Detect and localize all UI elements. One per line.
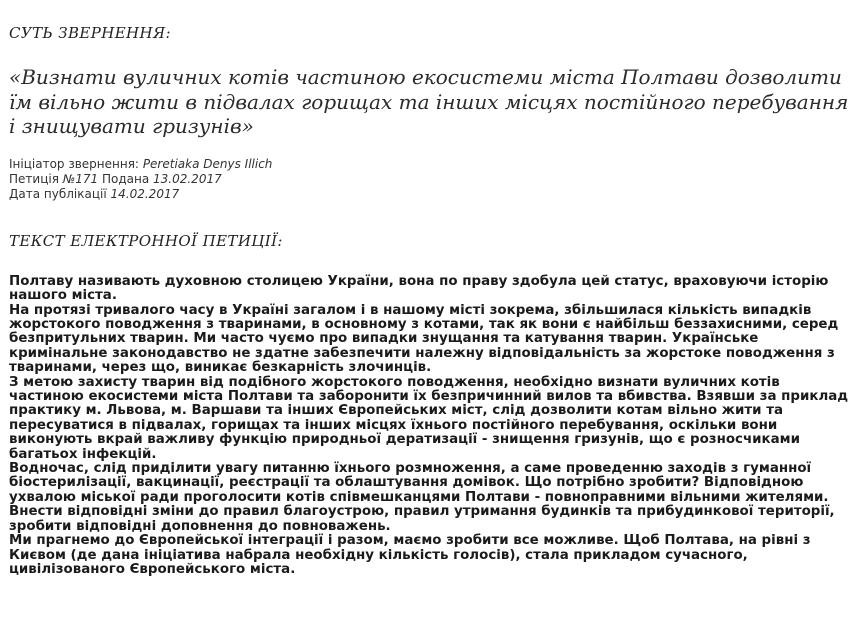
petition-paragraph-5: Ми прагнемо до Європейської інтеграції і разом, маємо зробити все можливе. Щоб Полтава, на рівні з Києвом (де дана ініціатива набрала необхідну кількість голосів), стала прикладом сучасного, цивілізованого Європейського міста. [9,533,811,577]
initiator-label: Ініціатор звернення: [9,156,139,171]
submitted-label: Подана [101,171,150,186]
petition-number-line [9,172,857,187]
petition-meta [9,157,857,202]
initiator-name: Peretiaka Denys Illich [142,156,273,171]
petition-text-heading: ТЕКСТ ЕЛЕКТРОННОЇ ПЕТИЦІЇ: [9,231,283,250]
petition-paragraph-3: З метою захисту тварин від подібного жорстокого поводження, необхідно визнати вуличних котів частиною екосистеми міста Полтави та заборонити їх безпричинний вилов та вбивства. Взявши за приклад практику м. Львова, м. Варшави та інших Європейських міст, слід дозволити котам вільно жити та пересуватися в підвалах, горищах та інших місцях їхнього постійного перебування, оскільки вони виконують вкрай важливу функцію природньої дератизації - знищення гризунів, що є розносчиками багатьох інфекцій. [9,374,849,462]
petition-number: №171 [62,171,99,186]
petition-paragraph-2: На протязі тривалого часу в Україні загалом і в нашому місті зокрема, збільшилася кількість випадків жорстокого поводження з тваринами, в основному з котами, так як вони є найбільш беззахисними, серед безпритульних тварин. Ми часто чуємо про випадки знущання та катування тварин. Українське кримінальне законодавство не здатне забезпечити належну відповідальність за жорстоке поводження з тваринами, через що, виникає безкарність злочинців. [9,302,839,376]
petition-title: «Визнати вуличних котів частиною екосистеми міста Полтави дозволити їм вільно жити в підвалах горищах та інших місцях постійного перебування і знищувати гризунів» [9,65,849,139]
initiator-line [9,157,857,172]
publication-date-line [9,187,857,202]
submitted-date: 13.02.2017 [153,171,222,186]
petition-body [9,275,857,578]
petition-paragraph-1: Полтаву називають духовною столицею України, вона по праву здобула цей статус, враховуючи історію нашого міста. [9,273,829,304]
published-date: 14.02.2017 [110,186,180,201]
published-label: Дата публікації [9,186,107,201]
subject-heading: СУТЬ ЗВЕРНЕННЯ: [9,24,171,42]
petition-label: Петиція [9,171,59,186]
petition-paragraph-4: Водночас, слід приділити увагу питанню їхнього розмноження, а саме проведенню заходів з гуманної біостерилізації, вакцинації, реєстрації та облаштування домівок. Що потрібно зробити? Відповідною ухвалою міської ради проголосити котів співмешканцями Полтави - повноправними вільними жителями. Внести відповідні зміни до правил благоустрою, правил утримання будинків та прибудинкової території, зробити відповідні доповнення до повноважень. [9,461,835,534]
